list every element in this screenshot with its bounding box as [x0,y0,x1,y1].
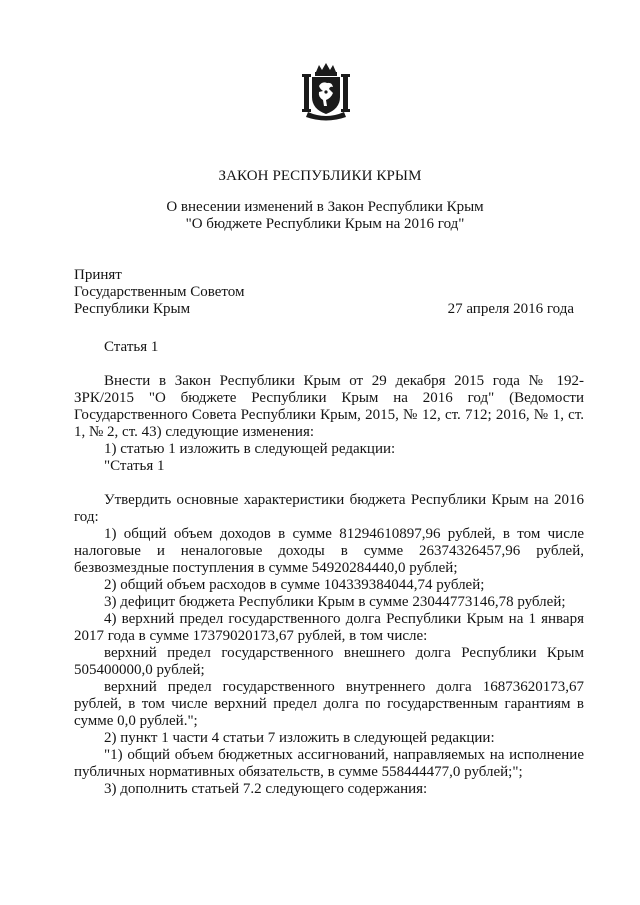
subtitle-line: "О бюджете Республики Крым на 2016 год" [185,216,465,232]
paragraph: 3) дополнить статьей 7.2 следующего содержания: [104,781,428,797]
document-title: ЗАКОН РЕСПУБЛИКИ КРЫМ [218,168,422,184]
coat-of-arms-icon [302,62,350,122]
paragraph: "Статья 1 [104,458,165,474]
paragraph: 1) общий объем доходов в сумме 81294610897,96 рублей, в том числе налоговые и неналоговые доходы в сумме 26374326457,96 рублей, безвозмездные поступления в сумме 54920284440,0 рублей; [74,526,584,576]
adoption-line: Принят [74,267,122,283]
body-section-1 [74,373,584,475]
paragraph: Внести в Закон Республики Крым от 29 декабря 2015 года № 192-ЗРК/2015 "О бюджете Республики Крым на 2016 год" (Ведомости Государственного Совета Республики Крым, 2015, № 12, ст. 712; 2016, № 1, ст. 1, № 2, ст. 43) следующие изменения: [74,373,584,440]
paragraph: "1) общий объем бюджетных ассигнований, направляемых на исполнение публичных нормативных обязательств, в сумме 558444477,0 рублей;"; [74,747,584,780]
adoption-line: Государственным Советом [74,284,245,300]
paragraph: 3) дефицит бюджета Республики Крым в сумме 23044773146,78 рублей; [104,594,566,610]
adoption-date: 27 апреля 2016 года [447,301,574,317]
adoption-block [74,267,245,318]
paragraph: 4) верхний предел государственного долга Республики Крым на 1 января 2017 года в сумме 17379020173,67 рублей, в том числе: [74,611,584,644]
adoption-line: Республики Крым [74,301,191,317]
paragraph: верхний предел государственного внешнего долга Республики Крым 505400000,0 рублей; [74,645,584,678]
paragraph: 2) пункт 1 части 4 статьи 7 изложить в следующей редакции: [104,730,495,746]
article-heading: Статья 1 [104,339,159,355]
paragraph: 2) общий объем расходов в сумме 104339384044,74 рублей; [104,577,485,593]
paragraph: Утвердить основные характеристики бюджета Республики Крым на 2016 год: [74,492,584,525]
paragraph: 1) статью 1 изложить в следующей редакции: [104,441,396,457]
paragraph: верхний предел государственного внутреннего долга 16873620173,67 рублей, в том числе верхний предел долга по государственным гарантиям в сумме 0,0 рублей."; [74,679,584,729]
document-subtitle [60,199,590,233]
body-section-2 [74,492,584,798]
subtitle-line: О внесении изменений в Закон Республики Крым [166,199,484,215]
